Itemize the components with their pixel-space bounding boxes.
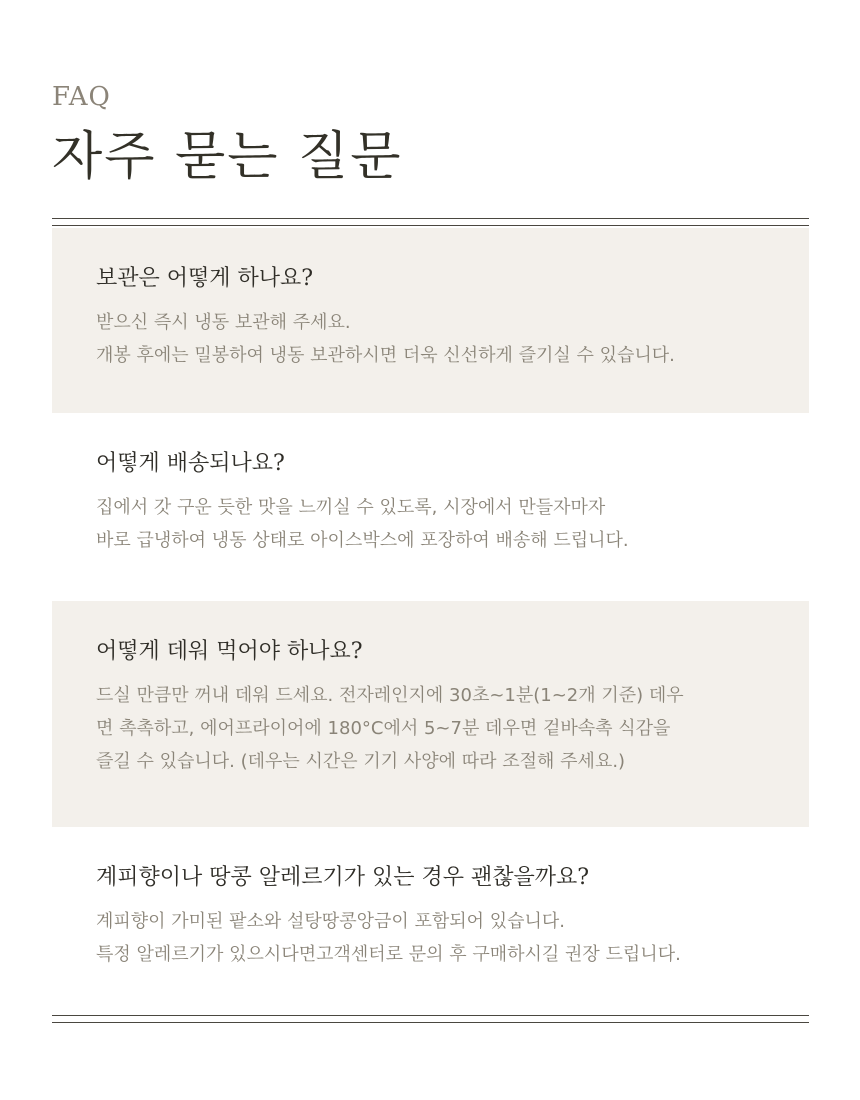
top-divider: [52, 218, 809, 226]
faq-answer: [96, 905, 779, 971]
faq-question: 어떻게 데워 먹어야 하나요?: [96, 639, 363, 664]
answer-line: 드실 만큼만 꺼내 데워 드세요. 전자레인지에 30초~1분(1~2개 기준) 데우: [96, 685, 684, 706]
answer-line: 특정 알레르기가 있으시다면고객센터로 문의 후 구매하시길 권장 드립니다.: [96, 944, 681, 965]
faq-item-allergy: [52, 827, 809, 1007]
answer-line: 받으신 즉시 냉동 보관해 주세요.: [96, 312, 351, 333]
section-eyebrow: FAQ: [52, 82, 111, 112]
faq-question: 보관은 어떻게 하나요?: [96, 266, 314, 291]
faq-question: 계피향이나 땅콩 알레르기가 있는 경우 괜찮을까요?: [96, 865, 590, 890]
answer-line: 계피향이 가미된 팥소와 설탕땅콩앙금이 포함되어 있습니다.: [96, 911, 566, 932]
answer-line: 면 촉촉하고, 에어프라이어에 180°C에서 5~7분 데우면 겉바속촉 식감을: [96, 718, 671, 739]
faq-list: [52, 228, 809, 1007]
answer-line: 즐길 수 있습니다. (데우는 시간은 기기 사양에 따라 조절해 주세요.): [96, 751, 626, 772]
faq-answer: [96, 491, 779, 557]
faq-item-heating: [52, 601, 809, 827]
faq-question: 어떻게 배송되나요?: [96, 451, 285, 476]
faq-answer: [96, 306, 779, 372]
answer-line: 바로 급냉하여 냉동 상태로 아이스박스에 포장하여 배송해 드립니다.: [96, 530, 629, 551]
bottom-divider: [52, 1015, 809, 1023]
answer-line: 집에서 갓 구운 듯한 맛을 느끼실 수 있도록, 시장에서 만들자마자: [96, 497, 606, 518]
faq-answer: [96, 679, 779, 778]
faq-item-storage: [52, 228, 809, 413]
answer-line: 개봉 후에는 밀봉하여 냉동 보관하시면 더욱 신선하게 즐기실 수 있습니다.: [96, 345, 675, 366]
page-title: 자주 묻는 질문: [52, 127, 403, 187]
faq-item-shipping: [52, 413, 809, 601]
